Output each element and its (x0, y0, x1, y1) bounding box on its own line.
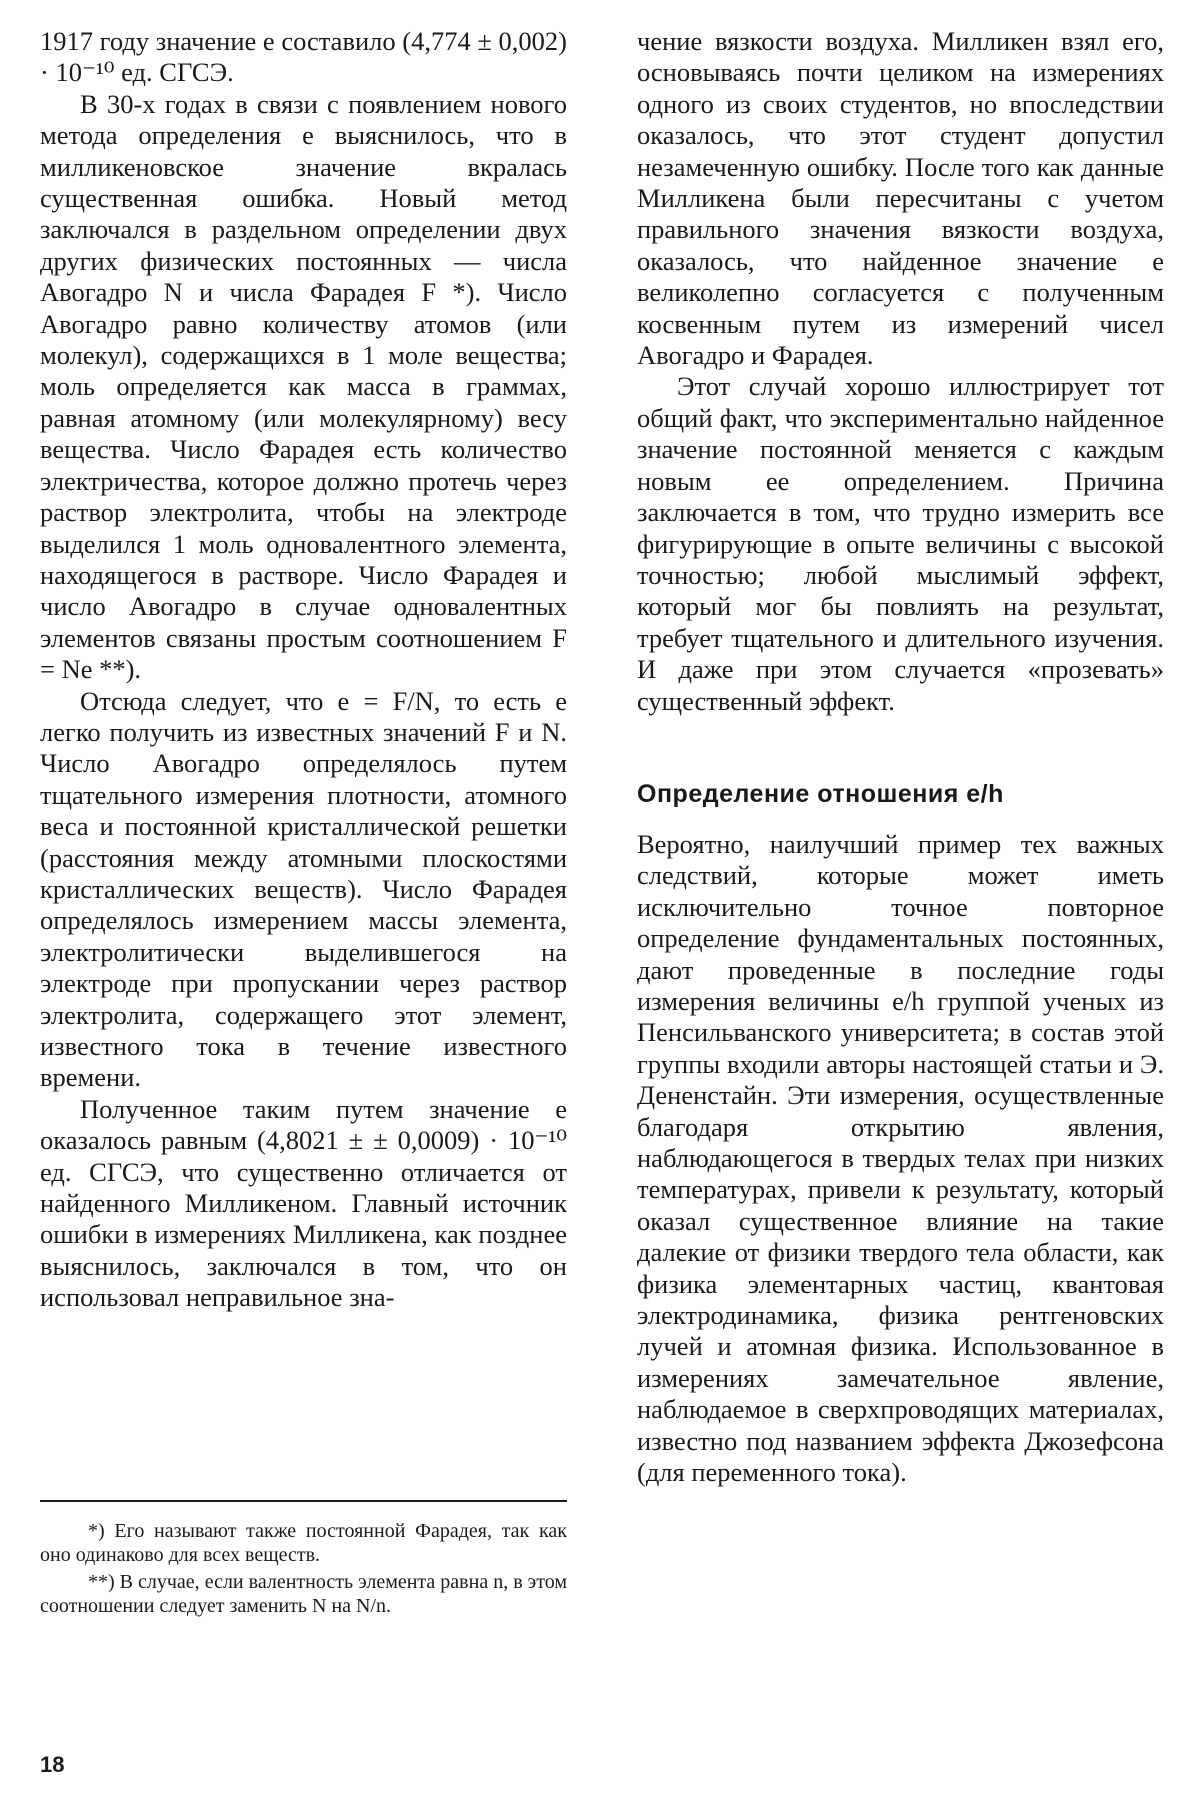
footnote-rule (40, 1500, 567, 1502)
right-column (637, 26, 1164, 1488)
paragraph-6: Этот случай хорошо иллюстрирует тот общий факт, что экспериментально найденное значение постоянной меняется с каждым новым ее определением. Причина заключается в том, что трудно измерить все фигурирующие в опыте величины с высокой точностью; любой мыслимый эффект, который мог бы повлиять на результат, требует тщательного и длительного изучения. И даже при этом случается «прозевать» существенный эффект. (637, 371, 1164, 716)
section-paragraph: Вероятно, наилучший пример тех важных следствий, которые может иметь исключительно точное повторное определение фундаментальных постоянных, дают проведенные в последние годы измерения величины e/h группой ученых из Пенсильванского университета; в состав этой группы входили авторы настоящей статьи и Э. Дененстайн. Эти измерения, осуществленные благодаря открытию явления, наблюдающегося в твердых телах при низких температурах, привели к результату, который оказал существенное влияние на такие далекие от физики твердого тела области, как физика элементарных частиц, квантовая электродинамика, физика рентгеновских лучей и атомная физика. Использованное в измерениях замечательное явление, наблюдаемое в сверхпроводящих материалах, известно под названием эффекта Джозефсона (для переменного тока). (637, 828, 1164, 1488)
page-number: 18 (40, 1752, 65, 1777)
paragraph-5: чение вязкости воздуха. Милликен взял его, основываясь почти целиком на измерениях одного из своих студентов, но впоследствии оказалось, что этот студент допустил незамеченную ошибку. После того как данные Милликена были пересчитаны с учетом правильного значения вязкости воздуха, оказалось, что найденное значение e великолепно согласуется с полученным косвенным путем из измерений чисел Авогадро и Фарадея. (637, 26, 1164, 371)
section-gap (637, 717, 1164, 779)
section-heading: Определение отношения e/h (637, 779, 1004, 808)
left-column (40, 26, 567, 1314)
paragraph-1: 1917 году значение e составило (4,774 ± 0,002) · 10⁻¹⁰ ед. СГСЭ. (40, 26, 567, 88)
footnote-1: *) Его называют также постоянной Фарадея, так как оно одинаково для всех веществ. (40, 1520, 567, 1566)
paragraph-4: Полученное таким путем значение e оказалось равным (4,8021 ± ± 0,0009) · 10⁻¹⁰ ед. СГСЭ, что существенно отличается от найденного Милликеном. Главный источник ошибки в измерениях Милликена, как позднее выяснилось, заключался в том, что он использовал неправильное зна- (40, 1093, 567, 1313)
footnote-2: **) В случае, если валентность элемента равна n, в этом соотношении следует заменить N на N/n. (40, 1571, 567, 1617)
paragraph-2: В 30-х годах в связи с появлением нового метода определения e выяснилось, что в милликеновское значение вкралась существенная ошибка. Новый метод заключался в раздельном определении двух других физических постоянных — числа Авогадро N и числа Фарадея F *). Число Авогадро равно количеству атомов (или молекул), содержащихся в 1 моле вещества; моль определяется как масса в граммах, равная атомному (или молекулярному) весу вещества. Число Фарадея есть количество электричества, которое должно протечь через раствор электролита, чтобы на электроде выделился 1 моль одновалентного элемента, находящегося в растворе. Число Фарадея и число Авогадро в случае одновалентных элементов связаны простым соотношением F = Ne **). (40, 88, 567, 685)
footnotes (40, 1520, 567, 1618)
paragraph-3: Отсюда следует, что e = F/N, то есть e легко получить из известных значений F и N. Число Авогадро определялось путем тщательного измерения плотности, атомного веса и постоянной кристаллической решетки (расстояния между атомными плоскостями кристаллических веществ). Число Фарадея определялось измерением массы элемента, электролитически выделившегося на электроде при пропускании через раствор электролита, содержащего этот элемент, известного тока в течение известного времени. (40, 685, 567, 1093)
